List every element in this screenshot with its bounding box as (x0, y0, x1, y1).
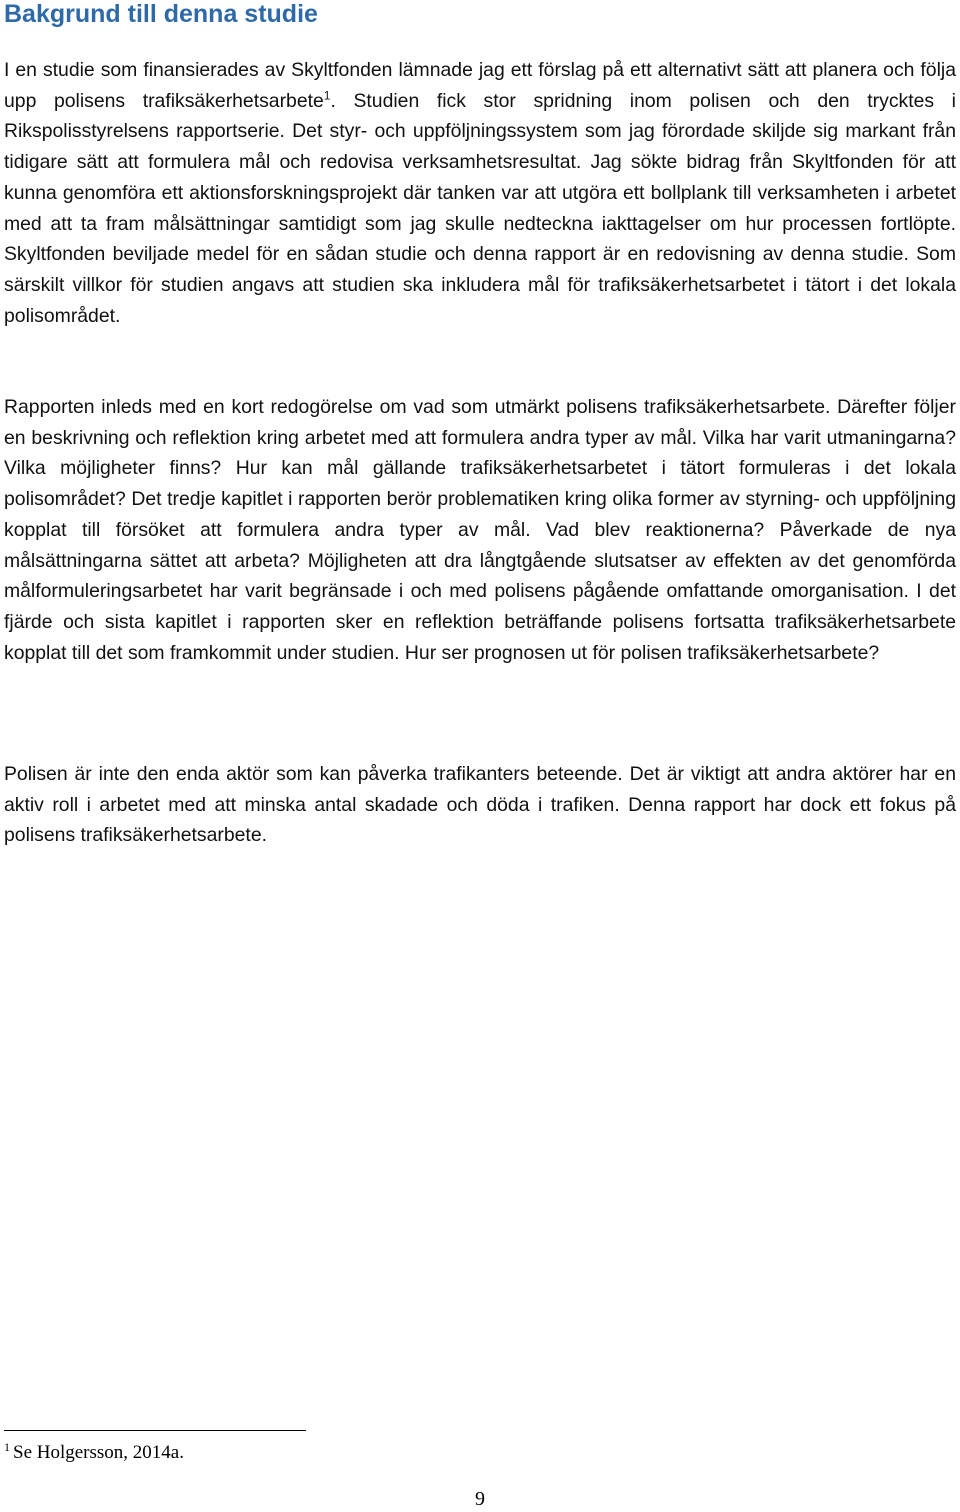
footnote-number: 1 (4, 1439, 10, 1454)
footnote (4, 1440, 184, 1466)
page-number: 9 (475, 1488, 485, 1510)
paragraph-background-text-start: I en studie som finansierades av Skyltfonden lämnade jag ett förslag på ett alternativt sätt att planera och följa upp polisens trafiksäkerhetsarbete (4, 59, 956, 112)
section-heading: Bakgrund till denna studie (4, 0, 318, 28)
footnote-reference: 1 (323, 88, 331, 103)
paragraph-report-outline: Rapporten inleds med en kort redogörelse om vad som utmärkt polisens trafiksäkerhetsarbete. Därefter följer en beskrivning och reflektion kring arbetet med att formulera andra typer av mål. Vilka har varit utmaningarna? Vilka möjligheter finns? Hur kan mål gällande trafiksäkerhetsarbetet i tätort formuleras i det lokala polisområdet? Det tredje kapitlet i rapporten berör problematiken kring olika former av styrning- och uppföljning kopplat till försöket att formulera andra typer av mål. Vad blev reaktionerna? Påverkade de nya målsättningarna sättet att arbeta? Möjligheten att dra långtgående slutsatser av effekten av det genomförda målformuleringsarbetet har varit begränsade i och med polisens pågående omfattande omorganisation. I det fjärde och sista kapitlet i rapporten sker en reflektion beträffande polisens fortsatta trafiksäkerhetsarbete kopplat till det som framkommit under studien. Hur ser prognosen ut för polisen trafiksäkerhetsarbete? (4, 396, 956, 664)
paragraph-other-actors: Polisen är inte den enda aktör som kan påverka trafikanters beteende. Det är viktigt att andra aktörer har en aktiv roll i arbetet med att minska antal skadade och döda i trafiken. Denna rapport har dock ett fokus på polisens trafiksäkerhetsarbete. (4, 763, 956, 847)
paragraph-background (4, 55, 956, 331)
footnote-separator (4, 1430, 306, 1431)
paragraph-background-text-end: . Studien fick stor spridning inom polisen och den trycktes i Rikspolisstyrelsens rapportserie. Det styr- och uppföljningssystem som jag förordade skiljde sig markant från tidigare sätt att formulera mål och redovisa verksamhetsresultat. Jag sökte bidrag från Skyltfonden för att kunna genomföra ett aktionsforskningsprojekt där tanken var att utgöra ett bollplank till verksamheten i arbetet med att ta fram målsättningar samtidigt som jag skulle nedteckna iakttagelser om hur processen fortlöpte. Skyltfonden beviljade medel för en sådan studie och denna rapport är en redovisning av denna studie. Som särskilt villkor för studien angavs att studien ska inkludera mål för trafiksäkerhetsarbetet i tätort i det lokala polisområdet. (4, 89, 956, 327)
footnote-text: Se Holgersson, 2014a. (13, 1442, 184, 1463)
